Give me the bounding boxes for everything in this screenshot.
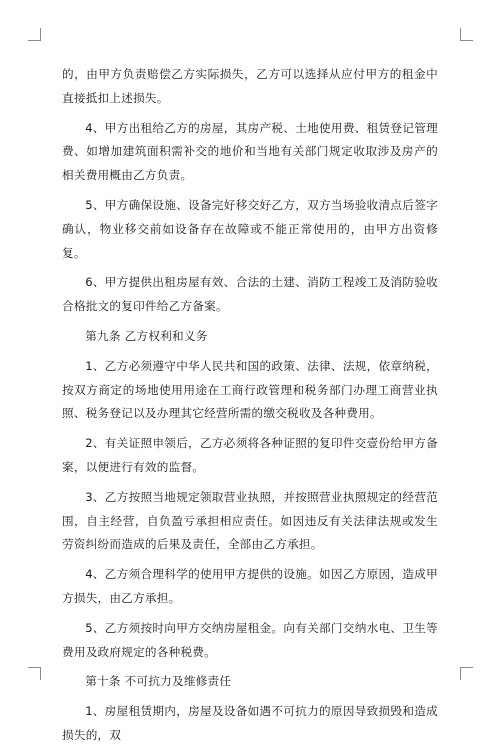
paragraph-article8-item6: 6、甲方提供出租房屋有效、合法的土建、消防工程竣工及消防验收合格批文的复印件给乙方备案。 [62,275,438,314]
article-9-heading: 第九条 乙方权利和义务 [85,328,208,343]
crop-mark-bottom-right [460,667,473,680]
crop-mark-top-right [460,28,473,41]
crop-mark-top-left [28,28,41,41]
document-body [62,63,438,754]
paragraph-article9-item2: 2、有关证照申领后，乙方必须将各种证照的复印件交壹份给甲方备案，以便进行有效的监督。 [62,436,438,474]
paragraph-article10-item1: 1、房屋租赁期内，房屋及设备如遇不可抗力的原因导致损毁和造成损失的，双 [62,704,438,742]
crop-mark-bottom-left [28,667,41,680]
paragraph-article8-item4: 4、甲方出租给乙方的房屋，其房产税、土地使用费、租赁登记管理费、如增加建筑面积需补交的地价和当地有关部门规定收取涉及房产的相关费用概由乙方负责。 [62,120,438,183]
paragraph-article9-item4: 4、乙方须合理科学的使用甲方提供的设施。如因乙方原因，造成甲方损失，由乙方承担。 [62,567,438,605]
paragraph-continuation: 的，由甲方负责赔偿乙方实际损失，乙方可以选择从应付甲方的租金中直接抵扣上述损失。 [62,67,438,105]
paragraph-article9-item3: 3、乙方按照当地规定领取营业执照，并按照营业执照规定的经营范围，自主经营，自负盈亏承担相应责任。如因违反有关法律法规或发生劳资纠纷而造成的后果及责任，全部由乙方承担。 [62,489,438,552]
article-10-heading: 第十条 不可抗力及维修责任 [85,674,232,689]
paragraph-article8-item5: 5、甲方确保设施、设备完好移交好乙方，双方当场验收清点后签字确认，物业移交前如设备存在故障或不能正常使用的，由甲方出资修复。 [62,197,438,260]
paragraph-article9-item5: 5、乙方须按时向甲方交纳房屋租金。向有关部门交纳水电、卫生等费用及政府规定的各种税费。 [62,620,438,659]
paragraph-article9-item1: 1、乙方必须遵守中华人民共和国的政策、法律、法规，依章纳税，按双方商定的场地使用用途在工商行政管理和税务部门办理工商营业执照、税务登记以及办理其它经营所需的缴交税收及各种费用。 [62,358,438,421]
